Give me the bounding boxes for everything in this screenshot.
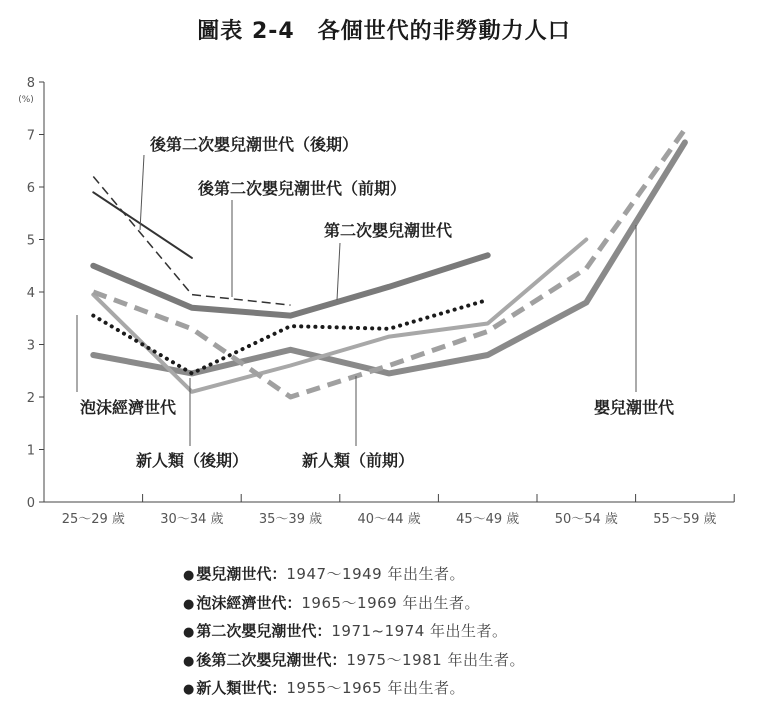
y-tick-label: 3 — [26, 338, 35, 354]
series-line-4 — [93, 255, 487, 315]
y-tick-label: 8 — [26, 76, 35, 91]
series-line-6 — [93, 192, 192, 258]
series-line-3 — [93, 300, 487, 374]
footnote-bubble: ● 泡沫經濟世代：1965～1969 年出生者。 — [183, 593, 480, 612]
leader-line-second-baby-boom — [337, 243, 340, 300]
x-tick-label: 55～59 歲 — [653, 512, 717, 527]
y-tick-label: 2 — [26, 391, 35, 406]
x-tick-label: 50～54 歲 — [554, 512, 618, 527]
series-line-0 — [93, 142, 685, 373]
y-tick-label: 0 — [26, 496, 35, 511]
annotation-post-second-late: 後第二次嬰兒潮世代（後期） — [149, 135, 359, 154]
leader-line-post-second-late — [140, 155, 144, 230]
y-tick-label: 4 — [26, 286, 35, 301]
annotation-second-baby-boom: 第二次嬰兒潮世代 — [323, 221, 453, 240]
y-tick-label: 6 — [26, 181, 35, 196]
y-axis-unit: (%) — [18, 95, 34, 105]
footnote-second-baby-boom: ● 第二次嬰兒潮世代：1971~1974 年出生者。 — [183, 622, 508, 640]
footnote-baby-boom: ● 嬰兒潮世代：1947～1949 年出生者。 — [183, 565, 465, 583]
y-tick-label: 5 — [26, 233, 35, 249]
x-tick-label: 40～44 歲 — [357, 512, 421, 527]
x-tick-label: 30～34 歲 — [160, 512, 224, 527]
x-tick-label: 35～39 歲 — [258, 512, 323, 527]
annotation-post-second-early: 後第二次嬰兒潮世代（前期） — [197, 179, 407, 198]
y-tick-label: 1 — [26, 443, 35, 459]
annotation-bubble: 泡沫經濟世代 — [79, 398, 177, 417]
footnote-post-second-baby-boom: ● 後第二次嬰兒潮世代：1975～1981 年出生者。 — [183, 650, 525, 669]
chart-title: 圖表 2-4 各個世代的非勞動力人口 — [197, 19, 571, 44]
x-tick-label: 25～29 歲 — [61, 512, 125, 527]
footnote-shinjinrui: ● 新人類世代：1955～1965 年出生者。 — [183, 679, 465, 697]
footnotes — [183, 560, 525, 703]
series-line-2 — [93, 129, 685, 397]
annotation-baby-boom: 嬰兒潮世代 — [593, 398, 675, 417]
annotation-shinjinrui-early: 新人類（前期） — [301, 451, 415, 470]
annotation-shinjinrui-late: 新人類（後期） — [135, 451, 249, 470]
x-tick-label: 45～49 歲 — [456, 512, 520, 527]
y-tick-label: 7 — [26, 128, 35, 144]
